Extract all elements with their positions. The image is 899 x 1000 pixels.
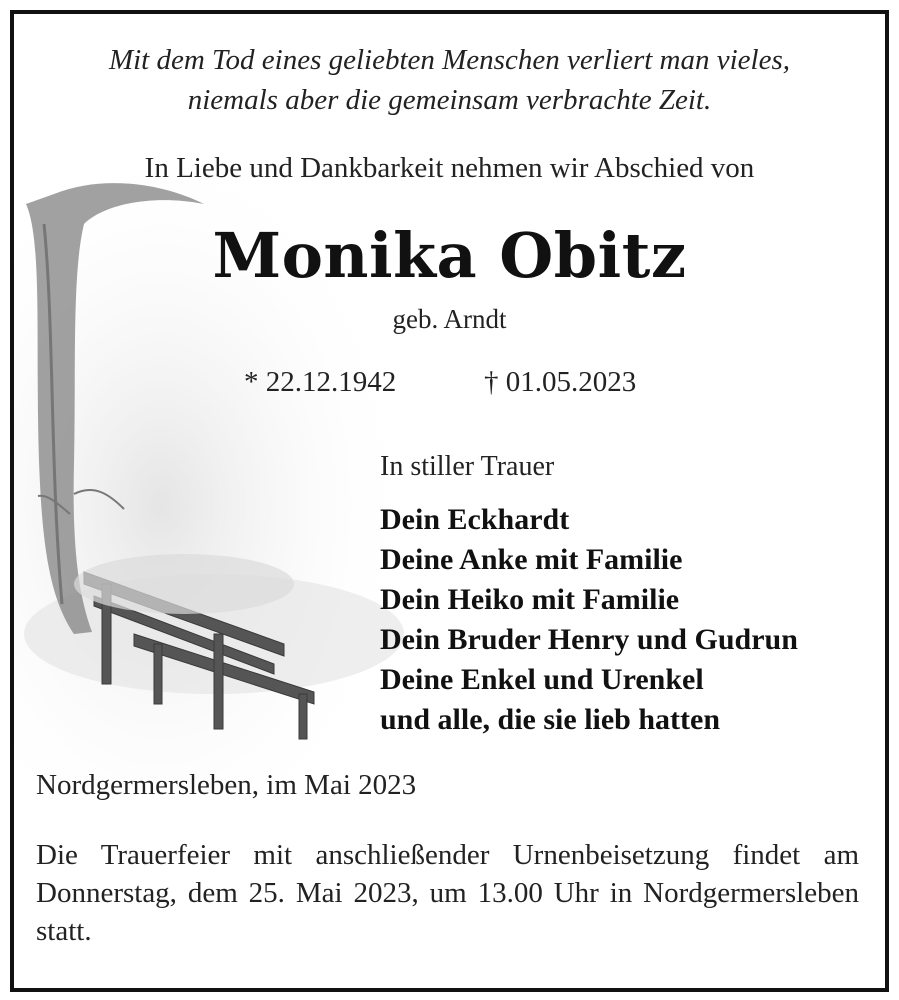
mourners-list	[380, 500, 798, 740]
funeral-notice: Die Trauerfeier mit anschließender Urnenbeisetzung findet am Donnerstag, dem 25. Mai 2023, um 13.00 Uhr in Nordgermersleben statt.	[36, 839, 859, 947]
mourner-item: Dein Eckhardt	[380, 503, 570, 536]
mourning-heading: In stiller Trauer	[380, 451, 555, 482]
mourner-item: Deine Enkel und Urenkel	[380, 663, 704, 696]
death-date: † 01.05.2023	[484, 366, 637, 398]
farewell-intro: In Liebe und Dankbarkeit nehmen wir Abschied von	[144, 152, 755, 184]
memorial-verse	[14, 40, 885, 120]
birth-date: * 22.12.1942	[244, 366, 397, 398]
place-and-date: Nordgermersleben, im Mai 2023	[36, 769, 417, 801]
mourner-item: Dein Bruder Henry und Gudrun	[380, 623, 798, 656]
verse-line-1: Mit dem Tod eines geliebten Menschen verliert man vieles,	[108, 44, 791, 76]
mourner-item: Dein Heiko mit Familie	[380, 583, 680, 616]
verse-line-2: niemals aber die gemeinsam verbrachte Zeit.	[187, 84, 712, 116]
deceased-name: Monika Obitz	[212, 219, 687, 292]
birth-name: geb. Arndt	[392, 304, 507, 334]
mourner-item: Deine Anke mit Familie	[380, 543, 683, 576]
obituary-notice	[10, 10, 889, 992]
mourner-item: und alle, die sie lieb hatten	[380, 703, 721, 736]
